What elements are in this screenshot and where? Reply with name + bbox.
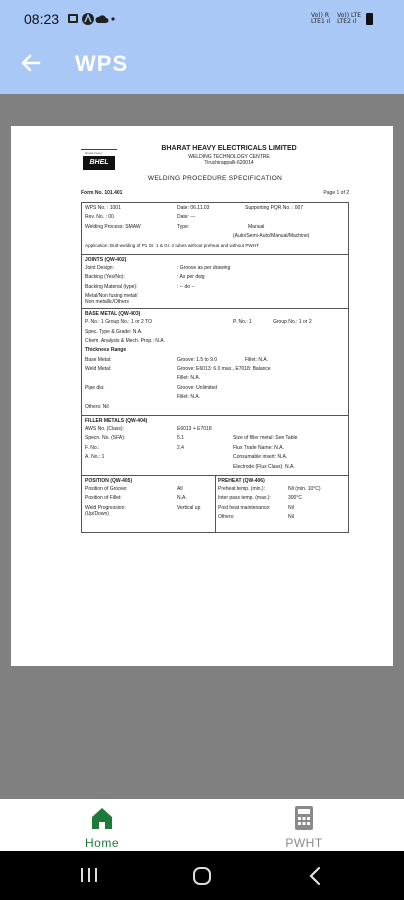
system-nav-bar: [0, 851, 404, 900]
company-name: BHARAT HEAVY ELECTRICALS LIMITED: [161, 145, 297, 152]
location: Tiruchirappalli-620014: [204, 160, 254, 166]
filler-metals-section: FILLER METALS (QW-404) AWS No. (Class): E6013 + E7018 Specn. No. (SFA): 5.1 Size of filler metal: See Table F. No.: 2,4 Flux Trade Name: N.A. A. No.: 1 Consumable insert: N.A. Electrode (Flux Class): N.A.: [82, 416, 348, 476]
recents-icon[interactable]: [80, 867, 98, 883]
home-button-icon[interactable]: [192, 866, 212, 886]
nav-pwht[interactable]: [274, 799, 334, 851]
status-icons: [68, 12, 138, 26]
bottom-nav: [0, 799, 404, 851]
page-title: WPS: [75, 51, 129, 76]
home-icon: [89, 805, 115, 831]
status-bar: [0, 0, 404, 38]
wps-document: [81, 146, 349, 533]
network-sim1: Vo)) R LTE1 ıl: [310, 12, 330, 25]
doc-title: WELDING PROCEDURE SPECIFICATION: [147, 175, 283, 182]
nav-home[interactable]: [72, 799, 132, 851]
wps-table: [81, 202, 349, 533]
nav-home-label: Home: [84, 836, 119, 850]
dot-icon: [111, 17, 114, 20]
position-preheat-section: [82, 476, 348, 532]
page-no: Page 1 of 2: [323, 190, 349, 196]
network-sim2: Vo)) LTE LTE2 ıl: [337, 12, 361, 25]
battery-icon: [366, 13, 373, 25]
bhel-logo: bharat heavy BHEL: [81, 149, 117, 172]
cloud-icon: [95, 15, 108, 23]
joints-section: JOINTS (QW-402) Joint Design: : Groove as per drawing Backing (Yes/No): : As per dwg Backing Material (type): : -- do -- Metal/Non fusing metal/ Non metallic/Others: [82, 255, 348, 309]
form-row: [81, 190, 349, 200]
centre-name: WELDING TECHNOLOGY CENTRE: [188, 154, 270, 160]
general-section: WPS No. : 1001 Date: 06.11.03 Supporting PQR No. : 007 Rev. No. : 00 Date: --- Welding Process: SMAW Type: Manual (Auto/Semi-Auto/Manual/Machine) Application: Butt-welding of P1 Gr. 1 & Gr. 2 tubes without preheat and without PWHT.: [82, 203, 348, 255]
nav-pwht-label: PWHT: [285, 836, 323, 850]
status-time: 08:23: [24, 11, 60, 27]
back-arrow-icon[interactable]: [16, 48, 46, 78]
calculator-icon: [294, 805, 314, 831]
back-button-icon[interactable]: [308, 866, 322, 886]
form-no: Form No. 101.401: [81, 190, 123, 196]
base-metal-section: BASE METAL (QW-403) P. No.: 1 Group No.: 1 or 2 TO P. No.: 1 Group No.: 1 or 2 Spec. Type & Grade: N.A. Chem. Analysis & Mech. Prop.: N.A. Thickness Range Base Metal: Groove: 1.5 to 9.0 Fillet: N.A. Weld Metal: Groove: E6013: 6.0 max., E7018: Balance Fillet: N.A. Pipe dia: Groove: Unlimited Fillet: N.A. Others: Nil: [82, 309, 348, 416]
app-bar: [0, 38, 404, 94]
position-section: POSITION (QW-405) Position of Groove: All Position of Fillet: N.A. Weld Progression: Vertical up (Up/Down): [85, 477, 201, 517]
doc-header: [81, 146, 349, 174]
preheat-section: PREHEAT (QW-406) Preheat temp. (min.): Nil (min. 10°C) Inter pass temp. (max.): 300°C Post heat maintenance: Nil Others: Nil: [218, 477, 321, 521]
document-page[interactable]: [11, 126, 393, 666]
